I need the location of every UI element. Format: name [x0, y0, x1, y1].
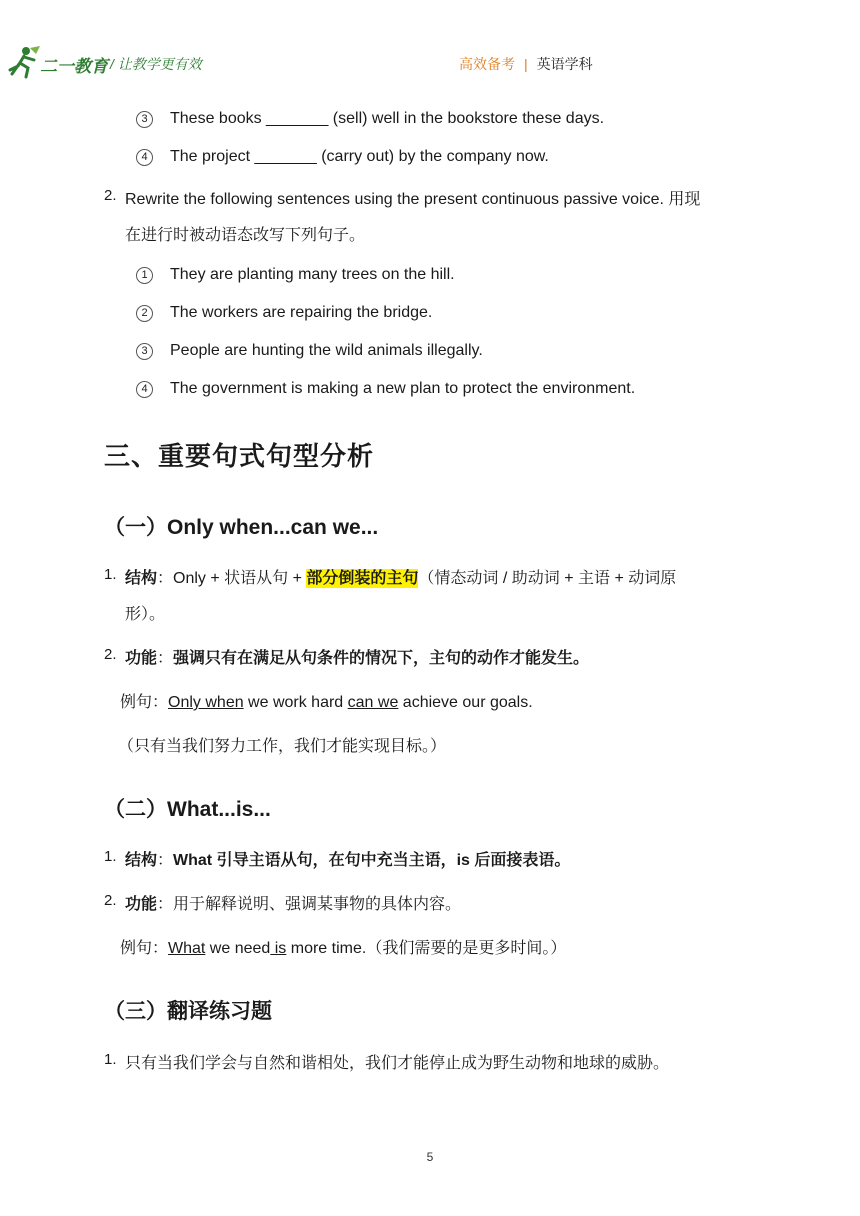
example-sentence — [120, 689, 533, 712]
header-separator: | — [524, 56, 528, 72]
function-label: 功能 — [125, 896, 158, 913]
exercise-item: People are hunting the wild animals illegally. — [170, 342, 483, 359]
structure-text: Only + 状语从句 + — [173, 570, 307, 587]
instruction-line-1: Rewrite the following sentences using the present continuous passive voice. 用现 — [125, 191, 701, 208]
exercise-item: The government is making a new plan to protect the environment. — [170, 380, 636, 397]
exercise-item: They are planting many trees on the hill. — [170, 266, 455, 283]
example-text-end: more time.（我们需要的是更多时间。） — [286, 940, 567, 957]
subsection-heading: （一）Only when...can we... — [104, 516, 379, 539]
structure-line-2: 形）。 — [125, 606, 166, 623]
function-text: 用于解释说明、强调某事物的具体内容。 — [173, 896, 462, 913]
exercise-item: The project _______ (carry out) by the company now. — [170, 148, 549, 165]
function-label: 功能 — [125, 650, 158, 667]
structure-line — [125, 565, 676, 588]
example-translation: （只有当我们努力工作，我们才能实现目标。） — [118, 738, 447, 755]
structure-line — [125, 847, 570, 870]
example-sentence — [120, 935, 566, 958]
subsection-heading: （三）翻译练习题 — [104, 1000, 272, 1023]
underlined-phrase: can we — [347, 694, 399, 711]
example-label: 例句： — [120, 940, 169, 957]
colon: ： — [157, 896, 174, 913]
item-number-circle: 3 — [136, 111, 153, 128]
instruction-line-2: 在进行时被动语态改写下列句子。 — [125, 227, 366, 244]
point-number: 1. — [104, 566, 117, 583]
point-number: 2. — [104, 646, 117, 663]
translation-question: 只有当我们学会与自然和谐相处，我们才能停止成为野生动物和地球的威胁。 — [125, 1055, 670, 1072]
example-text-end: achieve our goals. — [398, 694, 533, 711]
header-right — [459, 54, 593, 74]
structure-label: 结构 — [125, 852, 158, 869]
function-text: 强调只有在满足从句条件的情况下，主句的动作才能发生。 — [173, 650, 590, 667]
point-number: 1. — [104, 848, 117, 865]
colon: ： — [157, 852, 174, 869]
subsection-heading: （二）What...is... — [104, 798, 271, 821]
function-line — [125, 645, 589, 668]
question-number: 1. — [104, 1051, 117, 1068]
page-number: 5 — [426, 1150, 434, 1164]
exercise-item: These books _______ (sell) well in the bookstore these days. — [170, 110, 605, 127]
underlined-phrase: Only when — [168, 694, 244, 711]
item-number-circle: 3 — [136, 343, 153, 360]
item-number-circle: 1 — [136, 267, 153, 284]
item-number-circle: 4 — [136, 149, 153, 166]
logo-text: 二一教育 — [40, 57, 108, 76]
structure-label: 结构 — [125, 570, 158, 587]
example-text: we work hard — [243, 694, 348, 711]
colon: ： — [157, 650, 174, 667]
structure-text: What 引导主语从句，在句中充当主语，is 后面接表语。 — [173, 852, 571, 869]
example-text: we need — [205, 940, 271, 957]
item-number-circle: 4 — [136, 381, 153, 398]
item-number-circle: 2 — [136, 305, 153, 322]
point-number: 2. — [104, 892, 117, 909]
exercise-item: The workers are repairing the bridge. — [170, 304, 433, 321]
colon: ： — [157, 570, 174, 587]
exam-label: 高效备考 — [459, 56, 515, 72]
header-slogan: / 让教学更有效 — [110, 56, 202, 72]
logo-runner-icon — [6, 44, 42, 80]
highlighted-term: 部分倒装的主句 — [306, 570, 419, 587]
function-line — [125, 891, 461, 914]
underlined-phrase: What — [168, 940, 206, 957]
subject-label: 英语学科 — [536, 56, 593, 72]
structure-text-cont: （情态动词 / 助动词 + 主语 + 动词原 — [418, 570, 677, 587]
underlined-phrase: is — [270, 940, 287, 957]
question-number: 2. — [104, 187, 117, 204]
section-heading: 三、重要句式句型分析 — [104, 441, 375, 471]
example-label: 例句： — [120, 694, 169, 711]
